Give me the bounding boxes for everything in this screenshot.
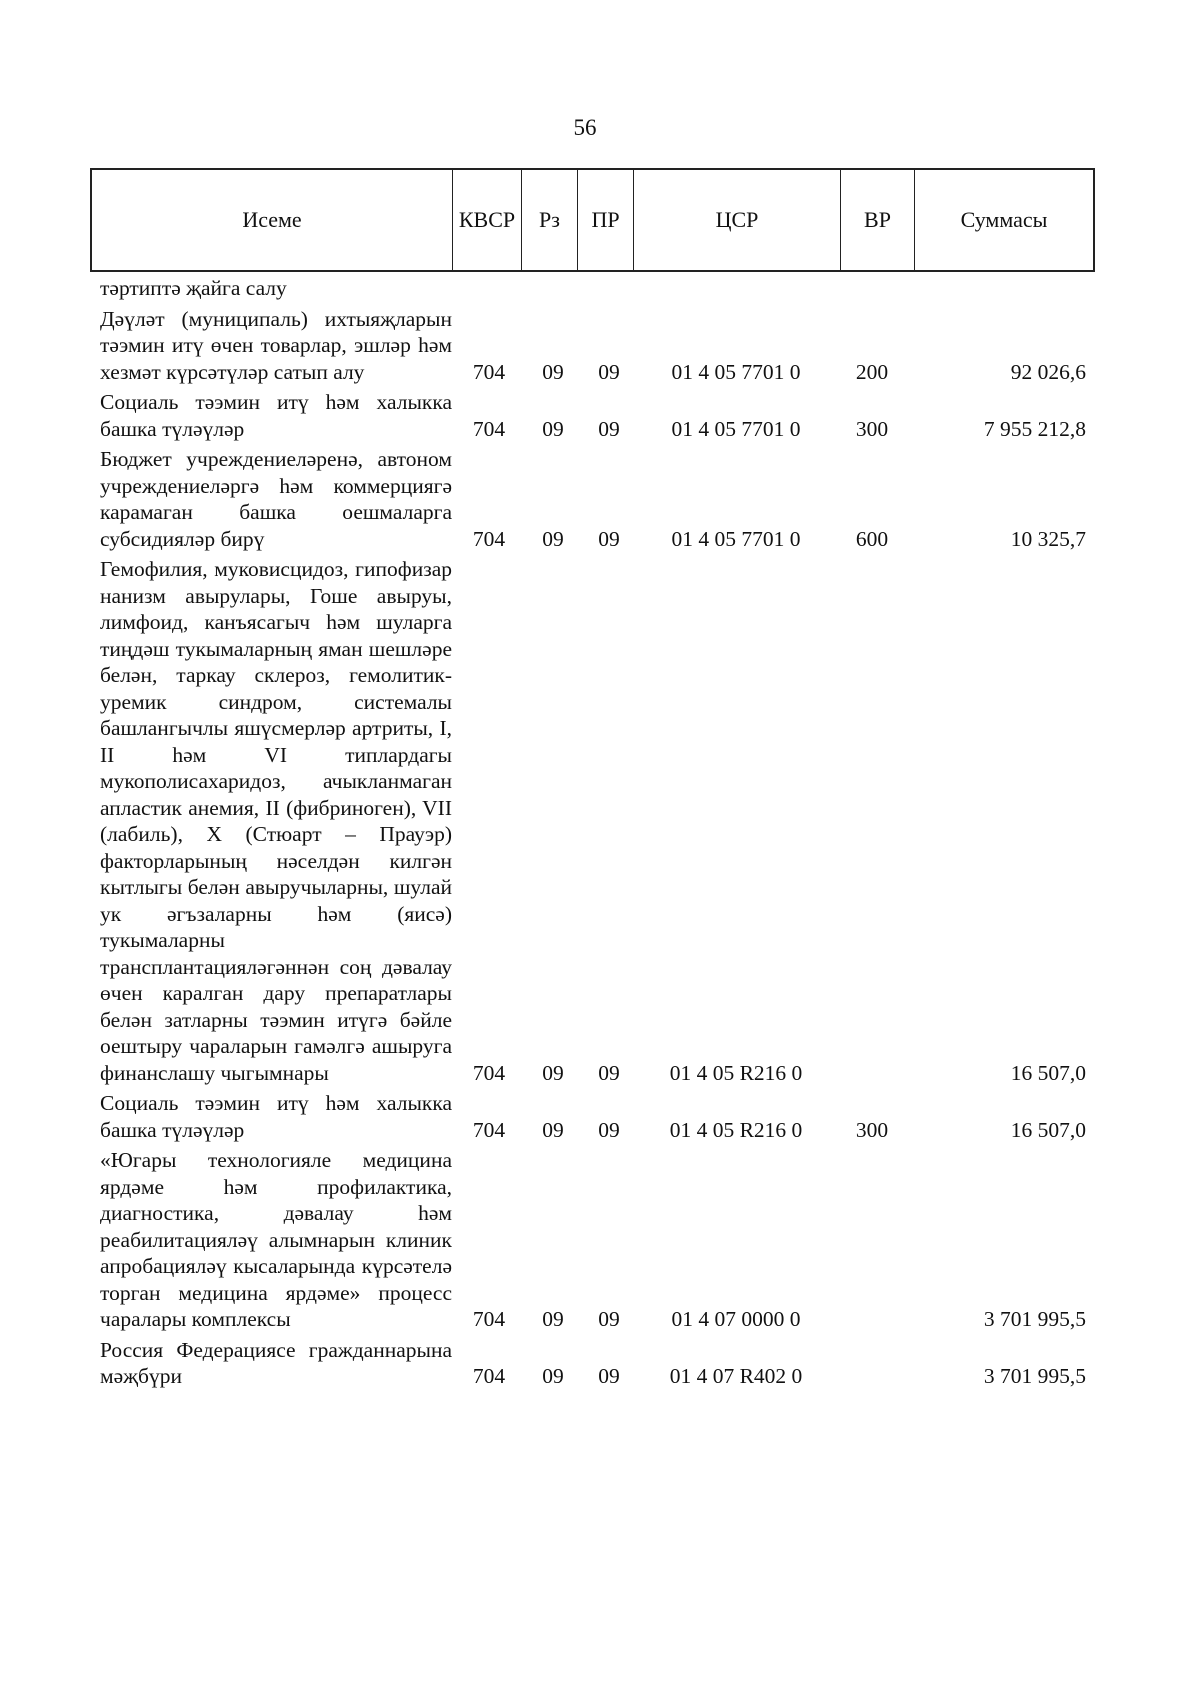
row-pr: 09 [598, 1060, 620, 1085]
row-kvsr: 704 [472, 1307, 506, 1331]
row-sum: 92 026,6 [1010, 359, 1086, 384]
row-sum: 3 701 995,5 [983, 1307, 1086, 1331]
row-pr: 09 [598, 526, 620, 551]
row-csr: 01 4 05 7701 0 [671, 526, 801, 551]
row-rz: 09 [542, 1060, 564, 1085]
row-pr: 09 [598, 359, 620, 384]
row-name: Социаль тәэмин итү һәм халыкка башка түләүләр [100, 1091, 452, 1142]
row-csr: 01 4 05 7701 0 [671, 359, 801, 384]
row-csr: 01 4 07 0000 0 [671, 1307, 801, 1331]
row-csr: 01 4 05 R216 0 [669, 1060, 803, 1085]
row-kvsr: 704 [472, 1060, 506, 1085]
row-vr: 600 [855, 526, 889, 551]
row-vr: 200 [855, 359, 889, 384]
row-name: Россия Федерациясе гражданнарына мәҗбүри [100, 1337, 452, 1388]
row-rz: 09 [542, 359, 564, 384]
row-rz: 09 [542, 1117, 564, 1142]
header-vr: ВР [841, 170, 915, 270]
row-csr: 01 4 05 7701 0 [671, 416, 801, 441]
row-kvsr: 704 [472, 416, 506, 441]
header-rz: Рз [522, 170, 578, 270]
row-sum: 10 325,7 [1010, 526, 1086, 551]
page-number: 56 [573, 115, 597, 140]
table-header [90, 168, 1095, 272]
header-sum: Суммасы [960, 207, 1048, 232]
row-pr: 09 [598, 1307, 620, 1331]
row-sum: 7 955 212,8 [983, 416, 1086, 441]
row-name: Бюджет учреждениеләренә, автоном учреждениеләргә һәм коммерциягә карамаган башка оешмаларга субсидияләр бирү [100, 447, 452, 551]
row-kvsr: 704 [472, 359, 506, 384]
row-kvsr: 704 [472, 1364, 506, 1388]
row-rz: 09 [542, 1307, 564, 1331]
row-name: Социаль тәэмин итү һәм халыкка башка түләүләр [100, 390, 452, 441]
table-row [90, 1337, 1095, 1390]
row-csr: 01 4 05 R216 0 [669, 1117, 803, 1142]
table-row [90, 275, 1095, 302]
table-row [90, 1090, 1095, 1143]
row-pr: 09 [598, 1117, 620, 1142]
row-rz: 09 [542, 526, 564, 551]
header-csr: ЦСР [634, 170, 841, 270]
row-vr: 300 [855, 1117, 889, 1142]
row-kvsr: 704 [472, 1117, 506, 1142]
row-csr: 01 4 07 R402 0 [669, 1364, 803, 1388]
table-row [90, 389, 1095, 442]
row-kvsr: 704 [472, 526, 506, 551]
row-name: Гемофилия, муковисцидоз, гипофизар нанизм авырулары, Гоше авыруы, лимфоид, канъясагыч һәм шуларга тиңдәш тукымаларның яман шешләре белән, таркау склероз, гемолитик-уремик синдром, системалы башлангычлы яшүсмерләр артриты, I, II һәм VI типлардагы мукополисахаридоз, ачыкланмаган апластик анемия, II (фибриноген), VII (лабиль), X (Стюарт – Прауэр) факторларының нәселдән килгән кытлыгы белән авыручыларны, шулай ук әгъзаларны һәм (яисә) тукымаларны трансплантацияләгәннән соң дәвалау өчен каралган дару препаратлары белән затларны тәэмин итүгә бәйле оештыру чараларын гамәлгә ашыруга финанслашу чыгымнары [100, 557, 452, 1085]
row-name: Дәүләт (муниципаль) ихтыяҗларын тәэмин итү өчен товарлар, эшләр һәм хезмәт күрсәтүләр сатып алу [100, 306, 452, 384]
table-body [90, 275, 1095, 1394]
header-name: Исеме [92, 170, 453, 270]
row-pr: 09 [598, 416, 620, 441]
table-row [90, 306, 1095, 386]
row-sum: 16 507,0 [1010, 1117, 1086, 1142]
table-row [90, 556, 1095, 1086]
table-row [90, 446, 1095, 552]
row-rz: 09 [542, 1364, 564, 1388]
header-pr: ПР [578, 170, 634, 270]
header-kvsr: КВСР [453, 170, 522, 270]
row-vr: 300 [855, 416, 889, 441]
row-sum: 16 507,0 [1010, 1060, 1086, 1085]
row-sum: 3 701 995,5 [983, 1364, 1086, 1388]
row-name: тәртиптә җайга салу [100, 276, 287, 300]
row-rz: 09 [542, 416, 564, 441]
row-name: «Югары технологияле медицина ярдәме һәм профилактика, диагностика, дәвалау һәм реабилитацияләү алымнарын клиник апробацияләү кысаларында күрсәтелә торган медицина ярдәме» процесс чаралары комплексы [100, 1148, 452, 1331]
row-pr: 09 [598, 1364, 620, 1388]
table-row [90, 1147, 1095, 1333]
